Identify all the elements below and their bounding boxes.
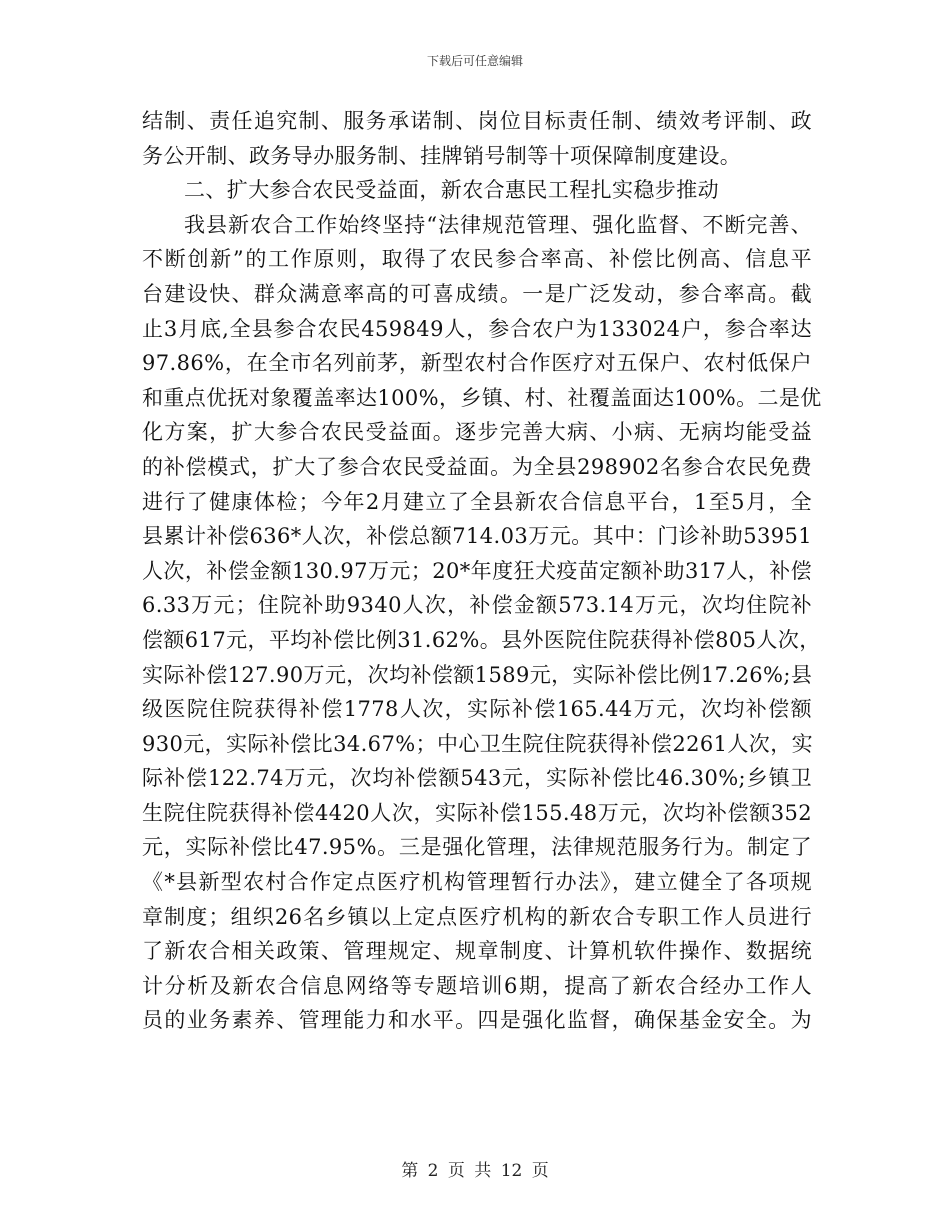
text-line: 不断创新”的工作原则，取得了农民参合率高、补偿比例高、信息平: [142, 247, 812, 272]
page-header: 下载后可任意编辑: [426, 54, 523, 68]
text-line: 生院住院获得补偿4420人次，实际补偿155.48万元，次均补偿额352: [142, 800, 812, 825]
text-line: 化方案，扩大参合农民受益面。逐步完善大病、小病、无病均能受益: [142, 420, 812, 445]
text-line: 结制、责任追究制、服务承诺制、岗位目标责任制、绩效考评制、政: [142, 109, 812, 133]
text-line: 了新农合相关政策、管理规定、规章制度、计算机软件操作、数据统: [142, 939, 812, 964]
text-line: 章制度；组织26名乡镇以上定点医疗机构的新农合专职工作人员进行: [142, 904, 812, 929]
section-heading: 二、扩大参合农民受益面，新农合惠民工程扎实稳步推动: [184, 178, 719, 203]
text-line: 进行了健康体检；今年2月建立了全县新农合信息平台，1至5月，全: [142, 489, 812, 514]
text-line: 止3月底,全县参合农民459849人，参合农户为133024户，参合率达: [142, 316, 812, 341]
text-line: 元，实际补偿比47.95%。三是强化管理，法律规范服务行为。制定了: [142, 835, 812, 860]
text-line: 员的业务素养、管理能力和水平。四是强化监督，确保基金安全。为: [142, 1008, 812, 1033]
text-line: 人次，补偿金额130.97万元；20*年度狂犬疫苗定额补助317人，补偿: [142, 558, 812, 583]
text-line: 县累计补偿636*人次，补偿总额714.03万元。其中：门诊补助53951: [142, 524, 812, 549]
text-line: 计分析及新农合信息网络等专题培训6期，提高了新农合经办工作人: [142, 973, 812, 998]
page-footer: 第 2 页 共 12 页: [401, 1161, 549, 1181]
text-line: 台建设快、群众满意率高的可喜成绩。一是广泛发动，参合率高。截: [142, 281, 812, 306]
text-line: 的补偿模式，扩大了参合农民受益面。为全县298902名参合农民免费: [142, 454, 812, 479]
text-line: 实际补偿127.90万元，次均补偿额1589元，实际补偿比例17.26%;县: [142, 662, 813, 687]
text-line: 级医院住院获得补偿1778人次，实际补偿165.44万元，次均补偿额: [142, 697, 812, 722]
text-line: 我县新农合工作始终坚持“法律规范管理、强化监督、不断完善、: [184, 212, 812, 237]
text-line: 97.86%，在全市名列前茅，新型农村合作医疗对五保户、农村低保户: [142, 351, 812, 376]
text-line: 《*县新型农村合作定点医疗机构管理暂行办法》，建立健全了各项规: [142, 870, 812, 895]
text-line: 930元，实际补偿比34.67%；中心卫生院住院获得补偿2261人次，实: [142, 731, 813, 756]
text-line: 和重点优抚对象覆盖率达100%，乡镇、村、社覆盖面达100%。二是优: [142, 385, 822, 410]
text-line: 偿额617元，平均补偿比例31.62%。县外医院住院获得补偿805人次，: [142, 627, 821, 652]
text-line: 际补偿122.74万元，次均补偿额543元，实际补偿比46.30%;乡镇卫: [142, 766, 812, 791]
text-line: 6.33万元；住院补助9340人次，补偿金额573.14万元，次均住院补: [142, 593, 812, 618]
body-text: [142, 104, 822, 1038]
text-line: 务公开制、政务导办服务制、挂牌销号制等十项保障制度建设。: [142, 143, 742, 168]
